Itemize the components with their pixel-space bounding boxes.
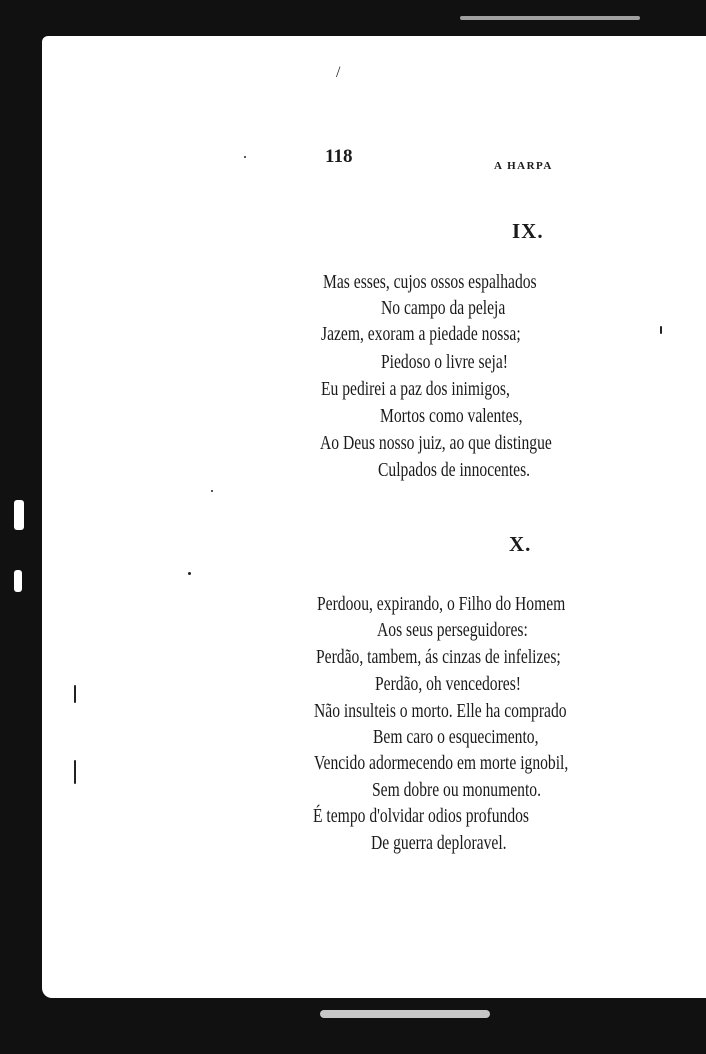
verse-line: Piedoso o livre seja!	[381, 351, 508, 373]
verse-line: Mortos como valentes,	[380, 405, 523, 427]
verse-line: Perdão, tambem, ás cinzas de infelizes;	[316, 646, 561, 668]
ink-speck	[660, 326, 662, 334]
scan-artifact	[14, 570, 22, 592]
ink-mark: /	[336, 64, 341, 81]
verse-line: Culpados de innocentes.	[378, 459, 531, 481]
verse-line: Perdão, oh vencedores!	[375, 673, 521, 695]
verse-line: Não insulteis o morto. Elle ha comprado	[314, 700, 567, 722]
page-number: 118	[325, 146, 353, 167]
ink-speck	[74, 760, 76, 784]
ink-speck	[244, 156, 246, 158]
verse-line: Mas esses, cujos ossos espalhados	[323, 271, 537, 293]
verse-line: Bem caro o esquecimento,	[373, 726, 539, 748]
ink-speck	[188, 572, 191, 575]
scan-artifact	[14, 500, 24, 530]
section-numeral: X.	[509, 532, 532, 556]
verse-line: É tempo d'olvidar odios profundos	[313, 805, 529, 827]
verse-line: Perdoou, expirando, o Filho do Homem	[317, 593, 566, 615]
section-numeral: IX.	[512, 219, 544, 243]
verse-line: No campo da peleja	[381, 297, 506, 319]
ink-speck	[74, 685, 76, 703]
verse-line: Ao Deus nosso juiz, ao que distingue	[320, 432, 552, 454]
ink-speck	[211, 490, 213, 492]
verse-line: De guerra deploravel.	[371, 832, 507, 854]
verse-line: Aos seus perseguidores:	[377, 619, 528, 641]
scan-streak-top	[460, 16, 640, 20]
verse-line: Sem dobre ou monumento.	[372, 779, 541, 801]
verse-line: Vencido adormecendo em morte ignobil,	[314, 752, 569, 774]
verse-line: Jazem, exoram a piedade nossa;	[321, 323, 521, 345]
verse-line: Eu pedirei a paz dos inimigos,	[321, 378, 510, 400]
scan-streak-bottom	[320, 1010, 490, 1018]
running-head: A HARPA	[494, 160, 553, 172]
